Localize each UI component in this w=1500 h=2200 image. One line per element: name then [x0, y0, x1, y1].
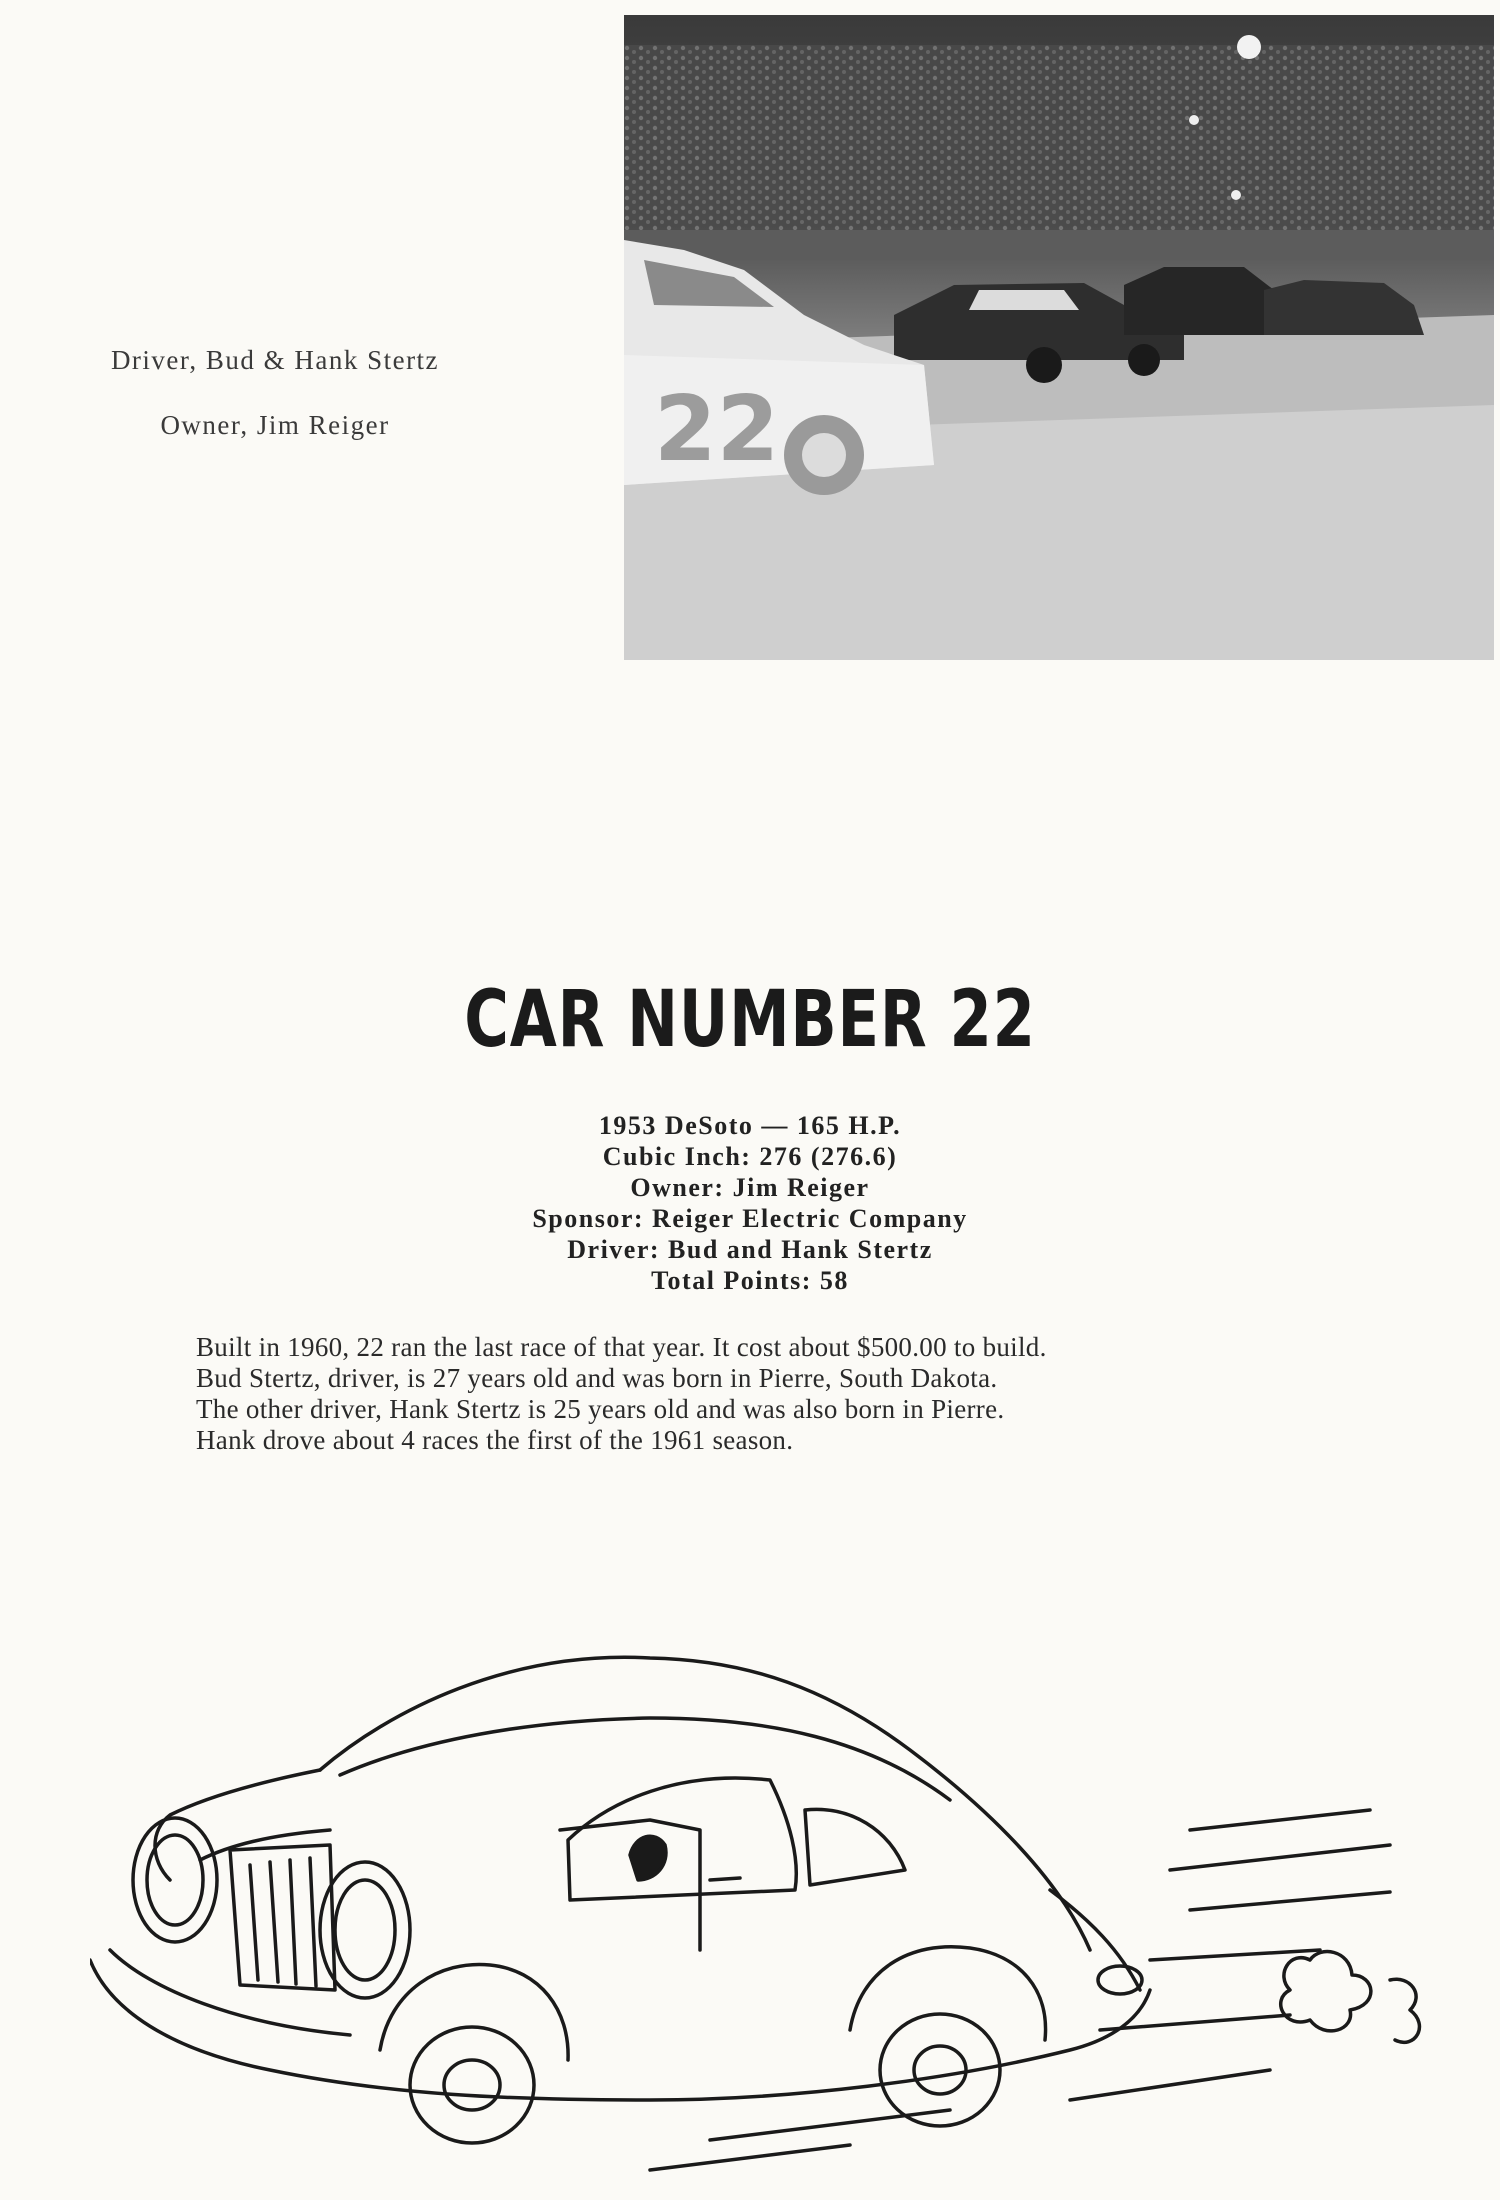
body-paragraphs	[196, 1332, 1286, 1456]
car-number-22: 22	[654, 377, 780, 482]
paragraph: Built in 1960, 22 ran the last race of that year. It cost about $500.00 to build.	[196, 1332, 1047, 1362]
spec-line: Owner: Jim Reiger	[630, 1173, 870, 1202]
race-photo	[624, 15, 1494, 660]
spec-line: 1953 DeSoto — 165 H.P.	[598, 1111, 902, 1140]
spec-list	[0, 1110, 1500, 1296]
driver-caption: Driver, Bud & Hank Stertz	[110, 345, 440, 375]
owner-caption: Owner, Jim Reiger	[160, 410, 390, 440]
paragraph: Bud Stertz, driver, is 27 years old and was born in Pierre, South Dakota.	[196, 1363, 998, 1393]
paragraph: Hank drove about 4 races the first of the 1961 season.	[196, 1425, 794, 1455]
paragraph: The other driver, Hank Stertz is 25 years old and was also born in Pierre.	[196, 1394, 1005, 1424]
spec-line: Total Points: 58	[651, 1266, 849, 1295]
spec-line: Cubic Inch: 276 (276.6)	[602, 1142, 898, 1171]
spec-line: Driver: Bud and Hank Stertz	[567, 1235, 933, 1264]
spec-line: Sponsor: Reiger Electric Company	[532, 1204, 968, 1233]
page-title: CAR NUMBER 22	[464, 975, 1036, 1065]
car-sketch	[90, 1630, 1470, 2190]
